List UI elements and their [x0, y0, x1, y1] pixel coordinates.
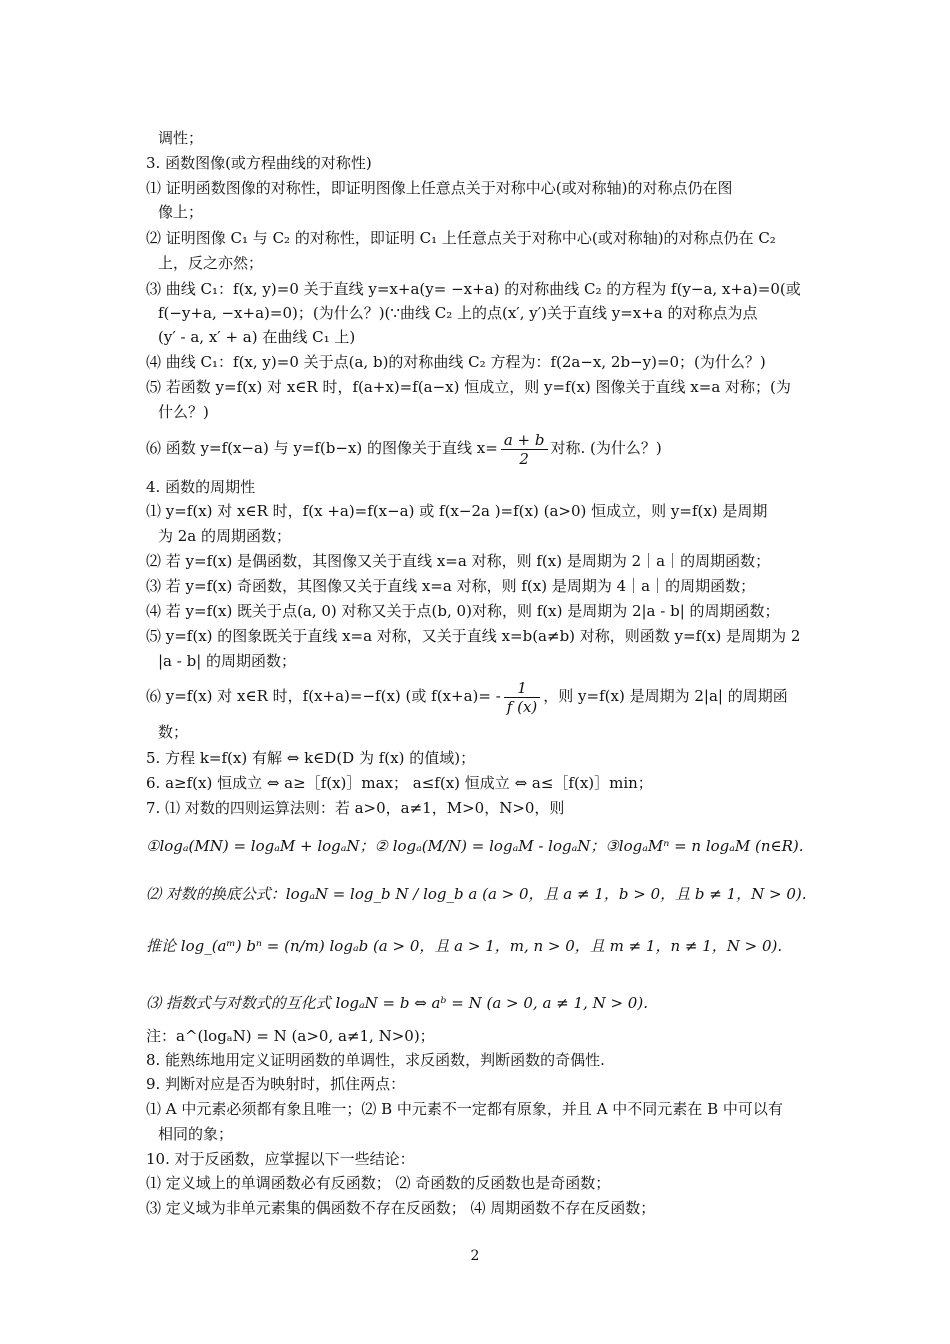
text-line: 数；	[158, 723, 189, 741]
section-heading: 9. 判断对应是否为映射时，抓住两点：	[146, 1075, 406, 1093]
formula-line: ⑶ 指数式与对数式的互化式 logₐN = b ⇔ aᵇ = N (a > 0, a ≠ 1, N > 0).	[146, 994, 648, 1012]
fraction-denominator: 2	[519, 449, 529, 468]
formula-line: ①logₐ(MN) = logₐM + logₐN；② logₐ(M/N) = logₐM - logₐN；③logₐMⁿ = n logₐM (n∈R).	[146, 837, 804, 855]
section-heading: 4. 函数的周期性	[146, 478, 256, 496]
fraction-numerator: 1	[504, 679, 540, 698]
text-line: ⑶ 定义域为非单元素集的偶函数不存在反函数； ⑷ 周期函数不存在反函数；	[146, 1199, 656, 1217]
text-line: 为 2a 的周期函数；	[158, 527, 292, 545]
text-line: 相同的象；	[158, 1125, 234, 1143]
text-line: ⑴ A 中元素必须都有象且唯一；⑵ B 中元素不一定都有原象，并且 A 中不同元素在 B 中可以有	[146, 1100, 783, 1118]
text-line: ⑵ 证明图像 C₁ 与 C₂ 的对称性，即证明 C₁ 上任意点关于对称中心(或对称轴)的对称点仍在 C₂	[146, 229, 776, 247]
text-line: 8. 能熟练地用定义证明函数的单调性，求反函数，判断函数的奇偶性.	[146, 1051, 605, 1069]
text-line: 注：a^(logₐN) = N (a>0, a≠1, N>0)；	[146, 1027, 435, 1045]
text-line: ⑷ 若 y=f(x) 既关于点(a, 0) 对称又关于点(b, 0)对称，则 f(x) 是周期为 2|a - b| 的周期函数；	[146, 602, 780, 620]
formula-line: ⑵ 对数的换底公式：logₐN = log_b N / log_b a (a > 0，且 a ≠ 1，b > 0，且 b ≠ 1，N > 0).	[146, 885, 807, 903]
fraction	[501, 431, 548, 468]
text-line: (y′ - a, x′ + a) 在曲线 C₁ 上)	[158, 328, 356, 346]
text-segment: ，则 y=f(x) 是周期为 2|a| 的周期函	[543, 687, 788, 705]
text-line: ⑴ 定义域上的单调函数必有反函数； ⑵ 奇函数的反函数也是奇函数；	[146, 1174, 611, 1192]
text-line: ⑶ 若 y=f(x) 奇函数，其图像又关于直线 x=a 对称，则 f(x) 是周期为 4｜a｜的周期函数；	[146, 577, 756, 595]
formula-line: 推论 log_(aᵐ) bⁿ = (n/m) logₐb (a > 0，且 a > 1，m, n > 0，且 m ≠ 1，n ≠ 1，N > 0).	[146, 937, 783, 955]
text-segment: ⑹ y=f(x) 对 x∈R 时，f(x+a)=−f(x) (或 f(x+a)= -	[146, 687, 501, 705]
text-line: f(−y+a, −x+a)=0)；(为什么？)(∵曲线 C₂ 上的点(x′, y′)关于直线 y=x+a 的对称点为点	[158, 304, 758, 322]
text-line: ⑸ 若函数 y=f(x) 对 x∈R 时，f(a+x)=f(a−x) 恒成立，则 y=f(x) 图像关于直线 x=a 对称；(为	[146, 378, 791, 396]
fraction-numerator: a + b	[501, 431, 548, 450]
text-line: 上，反之亦然；	[158, 254, 264, 272]
text-line: |a - b| 的周期函数；	[158, 652, 297, 670]
text-line-with-fraction	[146, 430, 810, 468]
text-line: ⑶ 曲线 C₁：f(x, y)=0 关于直线 y=x+a(y= −x+a) 的对称曲线 C₂ 的方程为 f(y−a, x+a)=0(或	[146, 280, 801, 298]
text-line: 什么？)	[158, 403, 209, 421]
text-line: ⑴ 证明函数图像的对称性，即证明图像上任意点关于对称中心(或对称轴)的对称点仍在图	[146, 179, 733, 197]
text-line: 像上；	[158, 203, 204, 221]
text-line: ⑷ 曲线 C₁：f(x, y)=0 关于点(a, b)的对称曲线 C₂ 方程为：f(2a−x, 2b−y)=0；(为什么？)	[146, 353, 766, 371]
text-line: 5. 方程 k=f(x) 有解 ⇔ k∈D(D 为 f(x) 的值域)；	[146, 749, 476, 767]
section-heading: 3. 函数图像(或方程曲线的对称性)	[146, 154, 372, 172]
text-line: 6. a≥f(x) 恒成立 ⇔ a≥［f(x)］max； a≤f(x) 恒成立 ⇔ a≤［f(x)］min；	[146, 774, 653, 792]
text-line: ⑴ y=f(x) 对 x∈R 时，f(x +a)=f(x−a) 或 f(x−2a )=f(x) (a>0) 恒成立，则 y=f(x) 是周期	[146, 502, 768, 520]
text-line: ⑵ 若 y=f(x) 是偶函数，其图像又关于直线 x=a 对称，则 f(x) 是周期为 2｜a｜的周期函数；	[146, 552, 771, 570]
text-line: 调性；	[158, 129, 204, 147]
text-segment: ⑹ 函数 y=f(x−a) 与 y=f(b−x) 的图像关于直线 x=	[146, 439, 498, 457]
text-line-with-fraction	[146, 676, 810, 716]
text-line: 7. ⑴ 对数的四则运算法则：若 a>0，a≠1，M>0，N>0，则	[146, 799, 565, 817]
fraction	[504, 679, 540, 716]
fraction-denominator: f (x)	[506, 697, 538, 716]
text-line: ⑸ y=f(x) 的图象既关于直线 x=a 对称，又关于直线 x=b(a≠b) 对称，则函数 y=f(x) 是周期为 2	[146, 627, 801, 645]
text-segment: 对称. (为什么？)	[550, 439, 662, 457]
section-heading: 10. 对于反函数，应掌握以下一些结论：	[146, 1150, 415, 1168]
page-number: 2	[470, 1248, 480, 1264]
